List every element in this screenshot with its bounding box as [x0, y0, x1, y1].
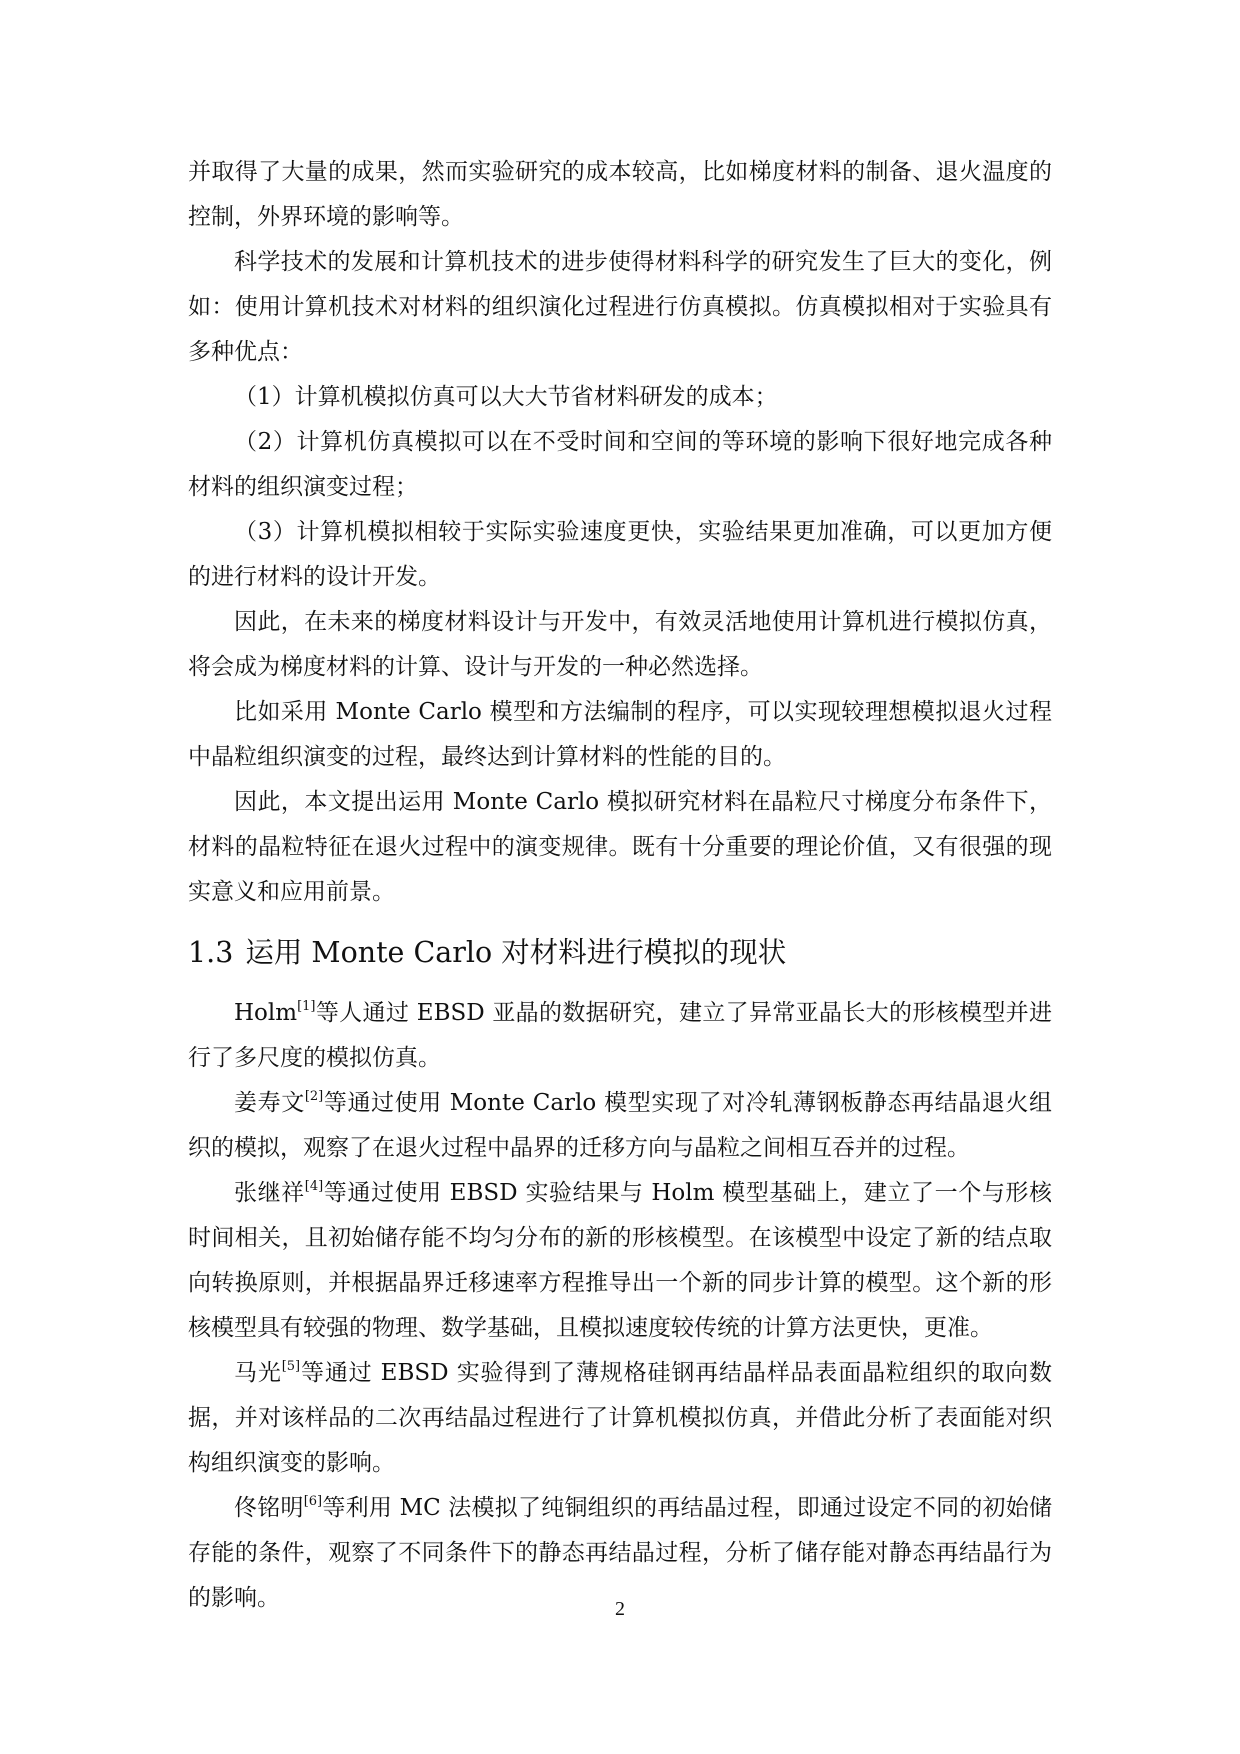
paragraph-body: 等通过使用 EBSD 实验结果与 Holm 模型基础上，建立了一个与形核时间相关，且初始储存能不均匀分布的新的形核模型。在该模型中设定了新的结点取向转换原则，并根据晶界迁移速率方程推导出一个新的同步计算的模型。这个新的形核模型具有较强的物理、数学基础，且模拟速度较传统的计算方法更快，更准。	[188, 1180, 1053, 1341]
page-content	[188, 150, 1052, 1621]
list-item-2: （2）计算机仿真模拟可以在不受时间和空间的等环境的影响下很好地完成各种材料的组织演变过程；	[188, 429, 1052, 500]
paragraph-body: 等利用 MC 法模拟了纯铜组织的再结晶过程，即通过设定不同的初始储存能的条件，观察了不同条件下的静态再结晶过程，分析了储存能对静态再结晶行为的影响。	[188, 1495, 1053, 1611]
author-name: 姜寿文	[234, 1090, 305, 1116]
paragraph-zhang	[188, 1171, 1052, 1351]
page-number: 2	[615, 1598, 625, 1620]
citation-ref: [5]	[281, 1359, 301, 1374]
paragraph-ma	[188, 1351, 1052, 1486]
paragraph-body: 等通过使用 Monte Carlo 模型实现了对冷轧薄钢板静态再结晶退火组织的模拟，观察了在退火过程中晶界的迁移方向与晶粒之间相互吞并的过程。	[188, 1090, 1052, 1161]
paragraph-holm	[188, 991, 1052, 1081]
paragraph-future: 因此，在未来的梯度材料设计与开发中，有效灵活地使用计算机进行模拟仿真，将会成为梯度材料的计算、设计与开发的一种必然选择。	[188, 609, 1052, 680]
author-name: 张继祥	[234, 1180, 305, 1206]
paragraph-jiang	[188, 1081, 1052, 1171]
paragraph-continuation: 并取得了大量的成果，然而实验研究的成本较高，比如梯度材料的制备、退火温度的控制，外界环境的影响等。	[188, 159, 1052, 230]
section-heading	[188, 924, 1052, 982]
list-item-1: （1）计算机模拟仿真可以大大节省材料研发的成本；	[234, 384, 778, 410]
author-name: Holm	[234, 1000, 298, 1026]
paragraph-body: 等通过 EBSD 实验得到了薄规格硅钢再结晶样品表面晶粒组织的取向数据，并对该样品的二次再结晶过程进行了计算机模拟仿真，并借此分析了表面能对织构组织演变的影响。	[188, 1360, 1053, 1476]
citation-ref: [4]	[304, 1179, 324, 1194]
paragraph-body: 等人通过 EBSD 亚晶的数据研究，建立了异常亚晶长大的形核模型并进行了多尺度的模拟仿真。	[188, 1000, 1052, 1071]
author-name: 佟铭明	[234, 1495, 304, 1521]
citation-ref: [6]	[303, 1494, 323, 1509]
author-name: 马光	[234, 1360, 282, 1386]
paragraph-tech-development: 科学技术的发展和计算机技术的进步使得材料科学的研究发生了巨大的变化，例如：使用计算机技术对材料的组织演化过程进行仿真模拟。仿真模拟相对于实验具有多种优点：	[188, 249, 1052, 365]
section-title: 运用 Monte Carlo 对材料进行模拟的现状	[245, 936, 787, 969]
citation-ref: [1]	[297, 999, 316, 1014]
paragraph-thesis-proposal: 因此，本文提出运用 Monte Carlo 模拟研究材料在晶粒尺寸梯度分布条件下，材料的晶粒特征在退火过程中的演变规律。既有十分重要的理论价值，又有很强的现实意义和应用前景。	[188, 789, 1052, 905]
list-item-3: （3）计算机模拟相较于实际实验速度更快，实验结果更加准确，可以更加方便的进行材料的设计开发。	[188, 519, 1052, 590]
citation-ref: [2]	[304, 1089, 324, 1104]
section-number: 1.3	[188, 936, 234, 969]
paragraph-monte-carlo-program: 比如采用 Monte Carlo 模型和方法编制的程序，可以实现较理想模拟退火过程中晶粒组织演变的过程，最终达到计算材料的性能的目的。	[188, 699, 1052, 770]
